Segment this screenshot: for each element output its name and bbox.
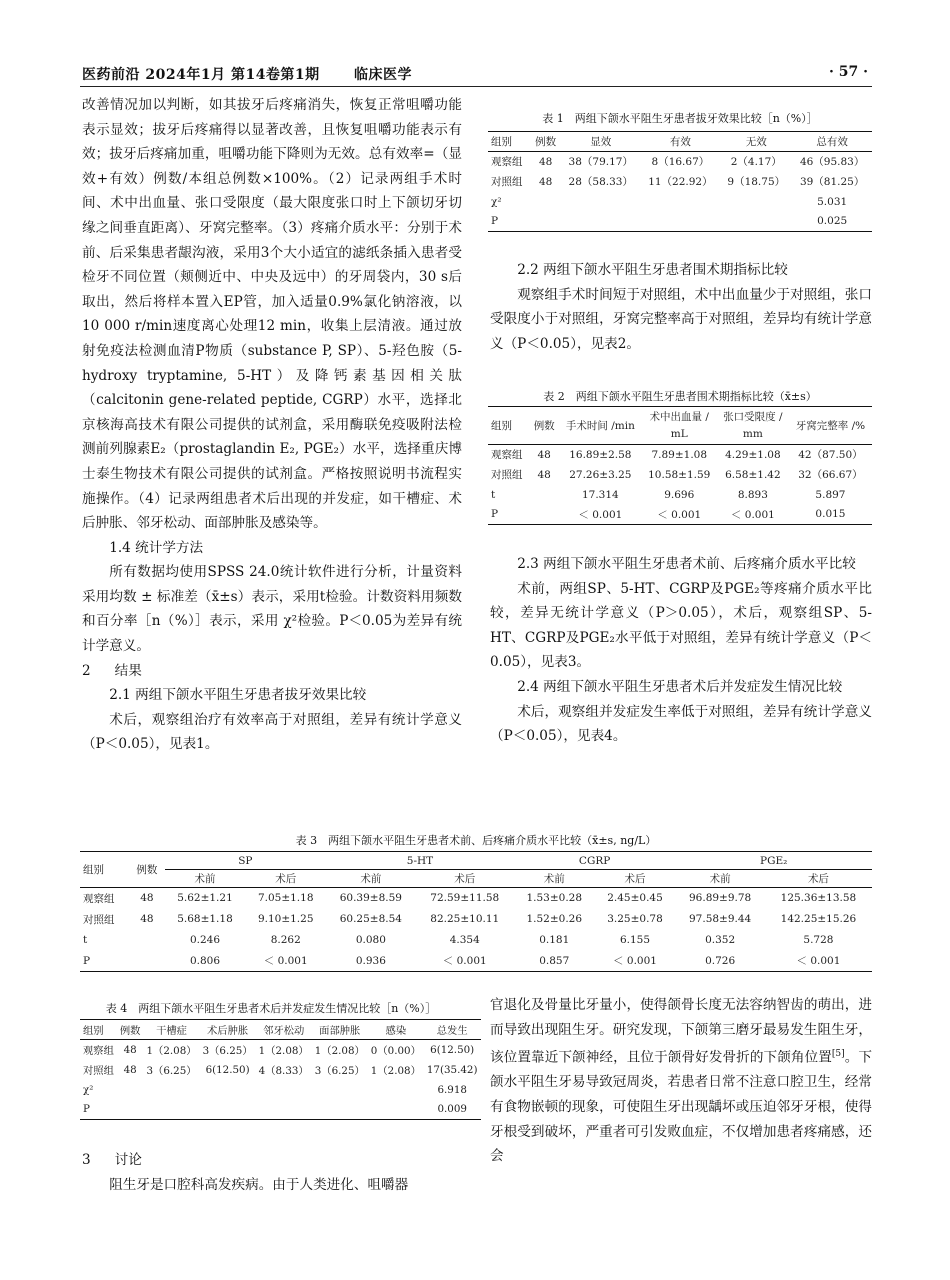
t1-cell bbox=[641, 192, 721, 212]
t4-header-dry-socket: 干槽症 bbox=[143, 1020, 199, 1040]
t4-cell bbox=[117, 1100, 144, 1120]
t4-header-group: 组别 bbox=[80, 1020, 117, 1040]
right-column-2-3 bbox=[490, 552, 872, 749]
running-head: 医药前沿 2024年1月 第14卷第1期 临床医学 bbox=[82, 67, 413, 83]
t1-cell: 2（4.17） bbox=[730, 156, 782, 169]
t4-cell: 3（6.25） bbox=[314, 1065, 365, 1077]
t2-cell: 5.897 bbox=[815, 488, 846, 501]
t4-cell bbox=[117, 1080, 144, 1100]
results-2-1-paragraph: 术后，观察组治疗有效率高于对照组，差异有统计学意义（P＜0.05），见表1。 bbox=[82, 711, 462, 753]
t2-cell: t bbox=[491, 488, 496, 501]
t3-cell: t bbox=[83, 934, 88, 946]
t3-cell: 3.25±0.78 bbox=[607, 913, 663, 925]
t3-cell: 1.53±0.28 bbox=[526, 892, 583, 905]
t4-cell bbox=[256, 1100, 312, 1120]
t2-cell: 48 bbox=[537, 468, 551, 481]
t3-cell: 5.62±1.21 bbox=[177, 892, 233, 905]
t4-cell: 17(35.42) bbox=[426, 1063, 478, 1076]
t3-cell: 60.25±8.54 bbox=[339, 913, 402, 925]
statistics-paragraph: 所有数据均使用SPSS 24.0统计软件进行分析，计量资料采用均数 ± 标准差（x̄±s）表示，采用t检验。计数资料用频数和百分率［n（%）］表示，采用 χ²检验。P＜0.05为差异有统计学意义。 bbox=[82, 564, 462, 655]
heading-1-4: 1.4 统计学方法 bbox=[109, 539, 204, 556]
table-row bbox=[80, 930, 872, 951]
discussion-paragraph-cont bbox=[490, 993, 872, 1169]
t4-cell: χ² bbox=[83, 1083, 94, 1096]
table-row bbox=[80, 951, 872, 972]
page-number: · 57 · bbox=[829, 64, 868, 80]
discussion-text-b: 。下颌水平阻生牙易导致冠周炎，若患者日常不注意口腔卫生，经常有食物嵌顿的现象，可使阻生牙出现龋坏或压迫邻牙牙根，使得牙根受到破坏，严重者可引发败血症，不仅增加患者疼痛感，还会 bbox=[490, 1049, 873, 1165]
t3-cell: 0.080 bbox=[355, 934, 386, 946]
t3-cell: P bbox=[80, 951, 129, 972]
t4-cell: 6.918 bbox=[437, 1083, 467, 1096]
t1-cell: 48 bbox=[538, 175, 553, 188]
table-1-caption: 表 1 两组下颌水平阻生牙患者拔牙效果比较［n（%）］ bbox=[542, 112, 818, 125]
table-2 bbox=[488, 406, 872, 525]
t3-cell: 4.354 bbox=[449, 934, 480, 946]
heading-2-4: 2.4 两组下颌水平阻生牙患者术后并发症发生情况比较 bbox=[517, 678, 843, 695]
t3-cell: 0.936 bbox=[326, 951, 416, 972]
heading-3-title: 讨论 bbox=[114, 1152, 142, 1168]
t2-header-n: 例数 bbox=[529, 407, 559, 445]
table-row bbox=[488, 485, 872, 505]
discussion-right bbox=[490, 993, 872, 1169]
t4-cell: 1（2.08） bbox=[370, 1065, 421, 1077]
t2-cell: ＜ 0.001 bbox=[559, 505, 642, 525]
t4-cell bbox=[312, 1080, 368, 1100]
t4-cell bbox=[143, 1100, 199, 1120]
t2-cell: 7.89±1.08 bbox=[651, 448, 708, 461]
t4-cell bbox=[143, 1080, 199, 1100]
t3-cell: 8.262 bbox=[270, 934, 301, 946]
t2-cell: 9.696 bbox=[664, 488, 695, 501]
table-row bbox=[80, 888, 872, 909]
t3-header-5ht: 5-HT bbox=[326, 852, 514, 870]
t3-cell: 48 bbox=[140, 892, 154, 905]
citation-5: [5] bbox=[831, 1049, 845, 1060]
t2-cell bbox=[529, 485, 559, 505]
table-row bbox=[488, 212, 872, 232]
t4-header-loose-tooth: 邻牙松动 bbox=[256, 1020, 312, 1040]
t1-cell: 观察组 bbox=[491, 156, 523, 169]
t3-cell: 观察组 bbox=[83, 892, 115, 905]
t1-cell: 28（58.33） bbox=[568, 176, 633, 188]
t3-header-pge2: PGE₂ bbox=[675, 852, 872, 870]
table-row bbox=[488, 192, 872, 212]
discussion-left bbox=[82, 1148, 462, 1197]
t3-cell: ＜ 0.001 bbox=[416, 951, 514, 972]
table-row bbox=[80, 1080, 481, 1100]
t2-cell: 4.29±1.08 bbox=[725, 448, 781, 461]
t3-cell: 0.181 bbox=[539, 934, 570, 946]
t4-cell: 48 bbox=[123, 1043, 137, 1056]
t2-header-mouth bbox=[717, 407, 789, 445]
table-4-caption: 表 4 两组下颌水平阻生牙患者术后并发症发生情况比较［n（%）］ bbox=[105, 1002, 437, 1015]
t3-cell: 142.25±15.26 bbox=[780, 913, 857, 925]
table-row bbox=[488, 152, 872, 172]
t3-cell: 72.59±11.58 bbox=[430, 892, 500, 905]
t2-header-bleeding-l2: mL bbox=[670, 427, 688, 440]
left-column bbox=[82, 93, 462, 757]
t1-cell bbox=[720, 192, 792, 212]
t1-cell: χ² bbox=[491, 195, 502, 208]
discussion-text-a: 官退化及骨量比牙量小，使得颌骨长度无法容纳智齿的萌出，进而导致出现阻生牙。研究发现，下颌第三磨牙最易发生阻生牙，该位置靠近下颌神经，且位于颌骨好发骨折的下颌角位置 bbox=[490, 997, 872, 1066]
t4-cell: 6(12.50) bbox=[205, 1063, 250, 1076]
t4-cell bbox=[256, 1080, 312, 1100]
table-row bbox=[488, 465, 872, 485]
table-row bbox=[80, 1060, 481, 1080]
t2-cell: 32（66.67） bbox=[798, 469, 863, 481]
t2-cell: 0.015 bbox=[789, 505, 872, 525]
table-4 bbox=[80, 1019, 481, 1120]
t3-header-post: 术后 bbox=[245, 870, 326, 888]
t4-cell: 3（6.25） bbox=[146, 1065, 197, 1077]
heading-2-3: 2.3 两组下颌水平阻生牙患者术前、后疼痛介质水平比较 bbox=[517, 556, 856, 572]
t4-cell: 3（6.25） bbox=[202, 1045, 253, 1058]
t3-cell: 5.68±1.18 bbox=[177, 913, 233, 925]
t3-cell: 0.857 bbox=[514, 951, 595, 972]
heading-3-number: 3 bbox=[82, 1152, 91, 1168]
t1-cell: 46（95.83） bbox=[799, 156, 865, 169]
t4-cell: 4（8.33） bbox=[258, 1065, 309, 1077]
t3-cell: 5.728 bbox=[803, 934, 834, 946]
t4-cell: 1（2.08） bbox=[258, 1045, 309, 1058]
t2-header-mouth-l1: 张口受限度 / bbox=[723, 410, 783, 423]
t2-cell: 16.89±2.58 bbox=[569, 448, 632, 461]
header-rule bbox=[80, 86, 872, 87]
t2-cell: 对照组 bbox=[491, 469, 523, 481]
t3-cell: 对照组 bbox=[83, 913, 115, 926]
t3-cell: 7.05±1.18 bbox=[257, 892, 314, 905]
t4-cell: 观察组 bbox=[83, 1045, 114, 1058]
t3-header-pre: 术前 bbox=[514, 870, 595, 888]
t3-header-pre: 术前 bbox=[326, 870, 416, 888]
t2-header-optime: 手术时间 /min bbox=[559, 407, 642, 445]
table-3-caption: 表 3 两组下颌水平阻生牙患者术前、后疼痛介质水平比较（x̄±s, ng/L） bbox=[295, 834, 657, 847]
heading-2-2: 2.2 两组下颌水平阻生牙患者围术期指标比较 bbox=[517, 262, 788, 278]
t2-cell: 8.893 bbox=[737, 488, 768, 501]
t2-cell: 17.314 bbox=[581, 488, 619, 501]
heading-2 bbox=[82, 659, 462, 684]
t1-cell: 8（16.67） bbox=[651, 156, 710, 169]
t4-cell bbox=[368, 1080, 424, 1100]
t2-header-bleeding bbox=[642, 407, 717, 445]
table-1 bbox=[488, 131, 872, 232]
t3-header-n: 例数 bbox=[129, 852, 164, 888]
table-3 bbox=[80, 851, 872, 972]
t2-cell bbox=[529, 505, 559, 525]
t2-header-socket: 牙窝完整率 /% bbox=[789, 407, 872, 445]
table-row bbox=[488, 505, 872, 525]
t1-header-ineffective: 无效 bbox=[720, 132, 792, 152]
t3-header-cgrp: CGRP bbox=[514, 852, 676, 870]
results-2-2-paragraph: 观察组手术时间短于对照组，术中出血量少于对照组，张口受限度小于对照组，牙窝完整率高于对照组，差异均有统计学意义（P＜0.05），见表2。 bbox=[490, 286, 872, 352]
t4-cell bbox=[312, 1100, 368, 1120]
t2-cell: 27.26±3.25 bbox=[569, 468, 632, 481]
t1-cell bbox=[530, 192, 561, 212]
heading-2-number: 2 bbox=[82, 662, 91, 679]
t4-cell: 对照组 bbox=[83, 1065, 114, 1077]
t2-cell: ＜ 0.001 bbox=[717, 505, 789, 525]
t1-cell: 38（79.17） bbox=[568, 156, 633, 169]
discussion-paragraph-start: 阻生牙是口腔科高发疾病。由于人类进化、咀嚼器 bbox=[109, 1176, 409, 1193]
t3-cell: 9.10±1.25 bbox=[257, 913, 314, 925]
t3-header-group: 组别 bbox=[80, 852, 129, 888]
t1-cell bbox=[720, 212, 792, 232]
t1-cell: 11（22.92） bbox=[648, 176, 713, 188]
t4-header-infection: 感染 bbox=[368, 1020, 424, 1040]
t4-cell: 0（0.00） bbox=[370, 1045, 421, 1058]
t1-cell: 对照组 bbox=[491, 176, 523, 188]
t1-header-group: 组别 bbox=[488, 132, 530, 152]
t4-cell: P bbox=[80, 1100, 117, 1120]
t3-header-post: 术后 bbox=[765, 870, 872, 888]
t1-cell bbox=[530, 212, 561, 232]
t3-header-pre: 术前 bbox=[675, 870, 765, 888]
t4-header-n: 例数 bbox=[117, 1020, 144, 1040]
table-row bbox=[488, 172, 872, 192]
t2-cell: 观察组 bbox=[491, 449, 523, 462]
t3-cell: 60.39±8.59 bbox=[339, 892, 402, 905]
t4-cell: 48 bbox=[123, 1063, 137, 1076]
t4-header-swelling: 术后肿胀 bbox=[200, 1020, 256, 1040]
t4-cell: 0.009 bbox=[424, 1100, 481, 1120]
t2-cell: P bbox=[488, 505, 529, 525]
t3-cell: 0.246 bbox=[189, 934, 220, 946]
t3-cell bbox=[129, 951, 164, 972]
t3-cell: 96.89±9.78 bbox=[689, 892, 752, 905]
t4-cell: 1（2.08） bbox=[146, 1045, 197, 1058]
t1-header-marked: 显效 bbox=[561, 132, 641, 152]
results-2-4-paragraph: 术后，观察组并发症发生率低于对照组，差异有统计学意义（P＜0.05），见表4。 bbox=[490, 703, 872, 745]
t2-header-bleeding-l1: 术中出血量 / bbox=[649, 410, 709, 423]
heading-2-title: 结果 bbox=[114, 662, 142, 679]
t1-cell: 9（18.75） bbox=[727, 176, 786, 188]
t2-cell: 10.58±1.59 bbox=[648, 468, 711, 481]
t2-cell: 6.58±1.42 bbox=[725, 468, 781, 481]
t2-header-mouth-l2: mm bbox=[742, 427, 763, 440]
t4-header-total: 总发生 bbox=[424, 1020, 481, 1040]
t1-cell bbox=[561, 212, 641, 232]
t2-cell: 42（87.50） bbox=[798, 449, 863, 462]
t2-cell: 48 bbox=[537, 448, 551, 461]
heading-3 bbox=[82, 1148, 462, 1173]
table-row bbox=[80, 1100, 481, 1120]
t3-cell: 48 bbox=[140, 913, 154, 925]
t3-cell: ＜ 0.001 bbox=[245, 951, 326, 972]
t2-cell: ＜ 0.001 bbox=[642, 505, 717, 525]
table-2-caption: 表 2 两组下颌水平阻生牙患者围术期指标比较（x̄±s） bbox=[543, 390, 817, 403]
t4-cell: 6(12.50) bbox=[430, 1043, 475, 1056]
t1-cell: 48 bbox=[538, 155, 553, 168]
t3-cell: 0.726 bbox=[675, 951, 765, 972]
t3-cell: 82.25±10.11 bbox=[430, 913, 500, 925]
t3-cell: 97.58±9.44 bbox=[689, 913, 752, 925]
t4-cell bbox=[368, 1100, 424, 1120]
t3-header-post: 术后 bbox=[595, 870, 676, 888]
t3-cell: ＜ 0.001 bbox=[765, 951, 872, 972]
t4-cell bbox=[200, 1100, 256, 1120]
methods-paragraph: 改善情况加以判断，如其拔牙后疼痛消失，恢复正常咀嚼功能表示显效；拔牙后疼痛得以显著改善，且恢复咀嚼功能表示有效；拔牙后疼痛加重，咀嚼功能下降则为无效。总有效率=（显效+有效）例数/本组总例数×100%。（2）记录两组手术时间、术中出血量、张口受限度（最大限度张口时上下颌切牙切缘之间垂直距离）、牙窝完整率。（3）疼痛介质水平：分别于术前、后采集患者龈沟液，采用3个大小适宜的滤纸条插入患者受检牙不同位置（颊侧近中、中央及远中）的牙周袋内，30 s后取出，然后将样本置入EP管，加入适量0.9%氯化钠溶液，以10 000 r/min速度离心处理12 min，收集上层清液。通过放射免疫法检测血清P物质（substance P, SP）、5-羟色胺（5-hydroxy tryptamine, 5-HT）及降钙素基因相关肽（calcitonin gene-related peptide, CGRP）水平，选择北京核海高技术有限公司提供的试剂盒，采用酶联免疫吸附法检测前列腺素E₂（prostaglandin E₂, PGE₂）水平，选择重庆博士泰生物技术有限公司提供的试剂盒。严格按照说明书流程实施操作。（4）记录两组患者术后出现的并发症，如干槽症、术后肿胀、邻牙松动、面部肿胀及感染等。 bbox=[82, 97, 462, 532]
t1-cell bbox=[641, 212, 721, 232]
t3-cell: 2.45±0.45 bbox=[607, 892, 663, 905]
t1-cell: 0.025 bbox=[792, 212, 872, 232]
table-row bbox=[80, 909, 872, 930]
heading-2-1: 2.1 两组下颌水平阻生牙患者拔牙效果比较 bbox=[109, 687, 367, 704]
t1-cell: 5.031 bbox=[817, 195, 848, 208]
t1-header-total: 总有效 bbox=[792, 132, 872, 152]
t3-cell bbox=[129, 930, 164, 951]
t3-header-post: 术后 bbox=[416, 870, 514, 888]
results-2-3-paragraph: 术前，两组SP、5-HT、CGRP及PGE₂等疼痛介质水平比较，差异无统计学意义（P＞0.05），术后，观察组SP、5-HT、CGRP及PGE₂水平低于对照组，差异有统计学意义（P＜0.05），见表3。 bbox=[490, 580, 872, 671]
t3-cell: ＜ 0.001 bbox=[595, 951, 676, 972]
table-row bbox=[488, 445, 872, 465]
right-column-2-2 bbox=[490, 258, 872, 356]
t3-header-pre: 术前 bbox=[165, 870, 246, 888]
t4-cell: 1（2.08） bbox=[314, 1045, 365, 1058]
t3-cell: 1.52±0.26 bbox=[526, 913, 583, 925]
t3-header-sp: SP bbox=[165, 852, 327, 870]
t1-header-effective: 有效 bbox=[641, 132, 721, 152]
t3-cell: 0.352 bbox=[705, 934, 736, 946]
t1-header-n: 例数 bbox=[530, 132, 561, 152]
t3-cell: 125.36±13.58 bbox=[780, 892, 857, 905]
t2-header-group: 组别 bbox=[488, 407, 529, 445]
table-row bbox=[80, 1040, 481, 1060]
t4-header-facial: 面部肿胀 bbox=[312, 1020, 368, 1040]
t3-cell: 0.806 bbox=[165, 951, 246, 972]
t3-cell: 6.155 bbox=[619, 934, 651, 946]
t4-cell bbox=[200, 1080, 256, 1100]
t1-cell: P bbox=[488, 212, 530, 232]
t1-cell: 39（81.25） bbox=[799, 176, 865, 188]
t1-cell bbox=[561, 192, 641, 212]
